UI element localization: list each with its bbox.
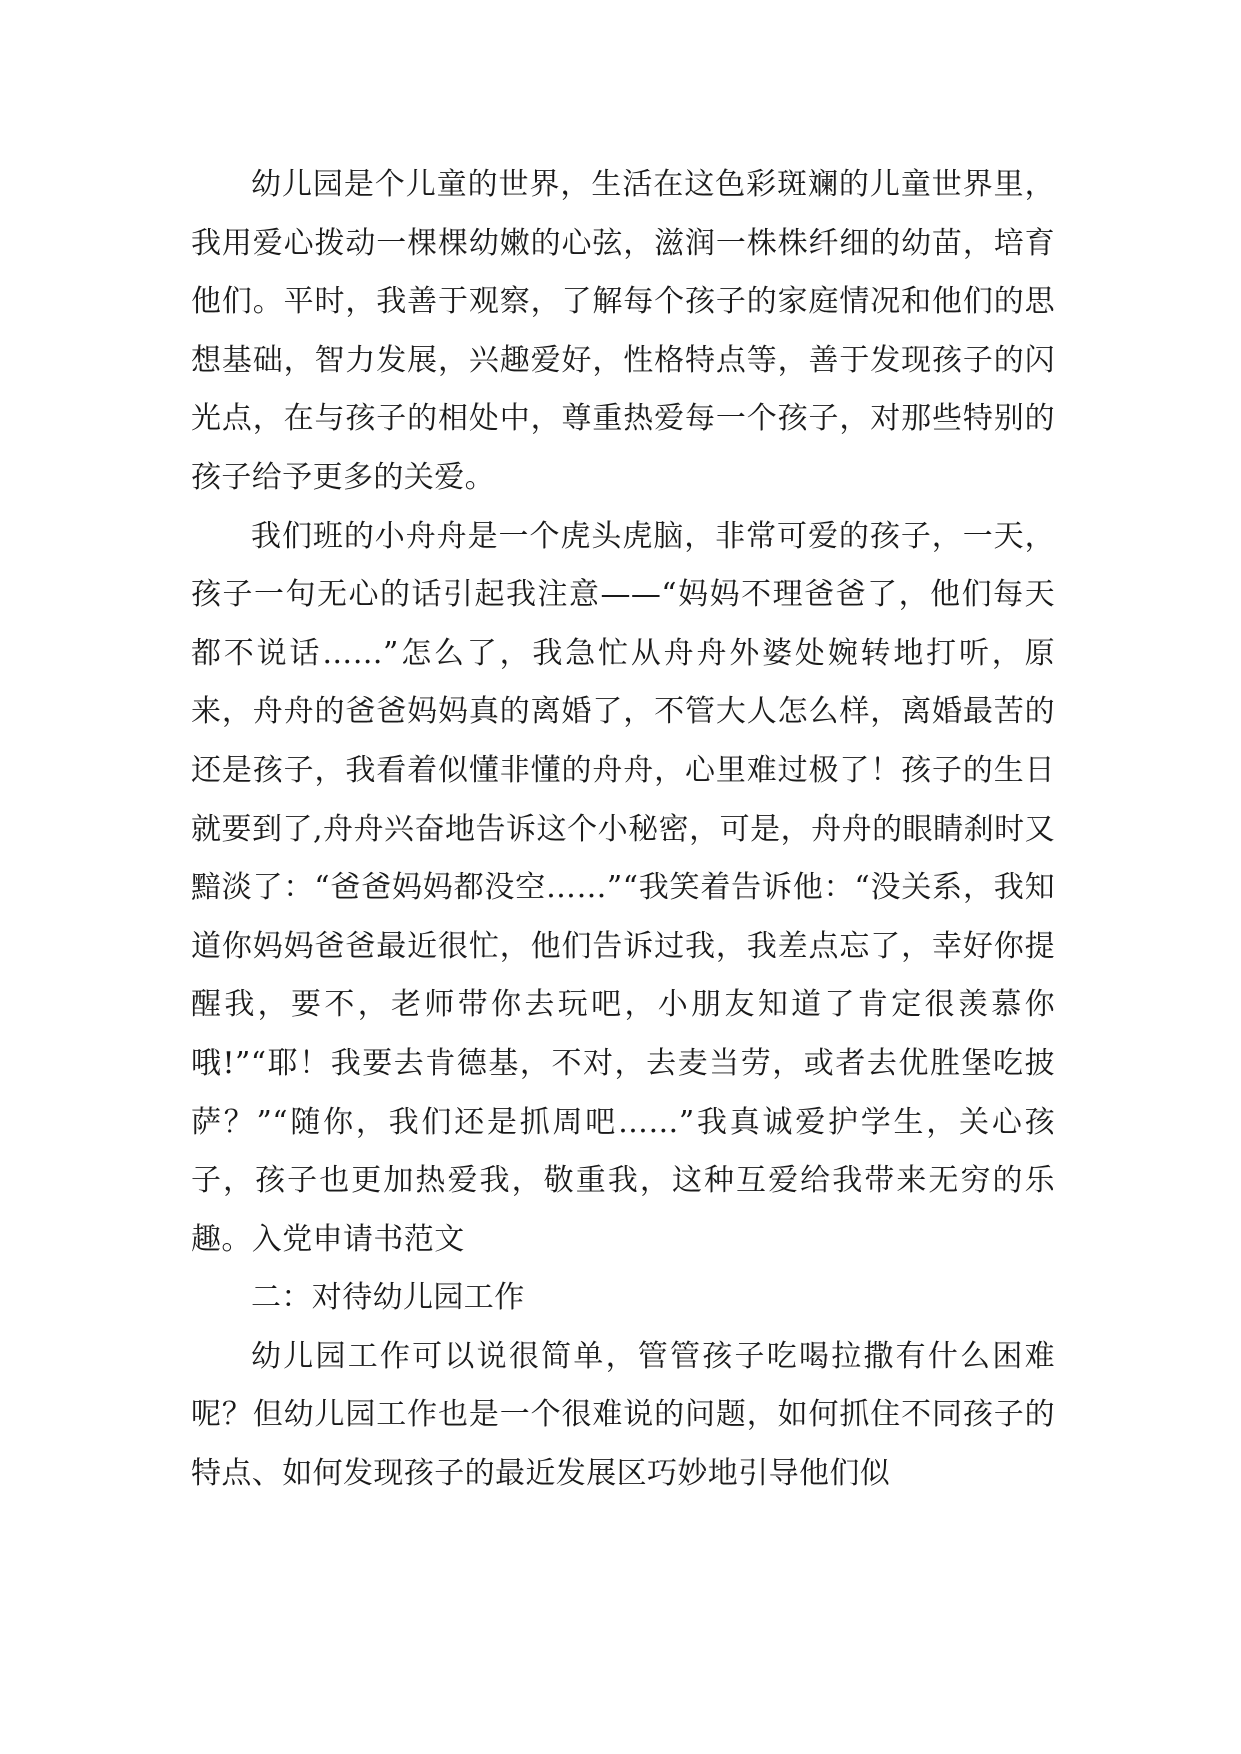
paragraph-zhouzhou-story: 我们班的小舟舟是一个虎头虎脑，非常可爱的孩子，一天，孩子一句无心的话引起我注意——“妈妈不理爸爸了，他们每天都不说话……”怎么了，我急忙从舟舟外婆处婉转地打听，原来，舟舟的爸爸妈妈真的离婚了，不管大人怎么样，离婚最苦的还是孩子，我看着似懂非懂的舟舟，心里难过极了！孩子的生日就要到了,舟舟兴奋地告诉这个小秘密，可是，舟舟的眼睛刹时又黯淡了：“爸爸妈妈都没空……”“我笑着告诉他：“没关系，我知道你妈妈爸爸最近很忙，他们告诉过我，我差点忘了，幸好你提醒我，要不，老师带你去玩吧，小朋友知道了肯定很羡慕你哦!”“耶！我要去肯德基，不对，去麦当劳，或者去优胜堡吃披萨？”“随你，我们还是抓周吧……”我真诚爱护学生，关心孩子，孩子也更加热爱我，敬重我，这种互爱给我带来无穷的乐趣。入党申请书范文 <box>191 518 1055 1257</box>
paragraph-kindergarten-work: 幼儿园工作可以说很简单，管管孩子吃喝拉撒有什么困难呢？但幼儿园工作也是一个很难说的问题，如何抓住不同孩子的特点、如何发现孩子的最近发展区巧妙地引导他们似 <box>191 1338 1055 1492</box>
section-heading: 二：对待幼儿园工作 <box>251 1280 525 1316</box>
document-body <box>191 156 1055 1504</box>
paragraph-kindergarten-world: 幼儿园是个儿童的世界，生活在这色彩斑斓的儿童世界里，我用爱心拨动一棵棵幼嫩的心弦，滋润一株株纤细的幼苗，培育他们。平时，我善于观察，了解每个孩子的家庭情况和他们的思想基础，智力发展，兴趣爱好，性格特点等，善于发现孩子的闪光点，在与孩子的相处中，尊重热爱每一个孩子，对那些特别的孩子给予更多的关爱。 <box>191 167 1055 495</box>
